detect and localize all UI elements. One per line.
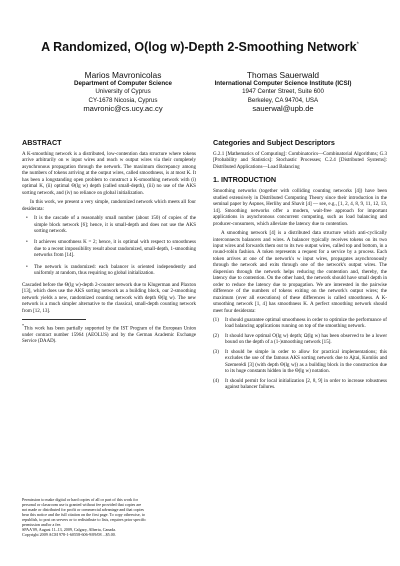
author-name: Marios Mavronicolas [84,70,162,80]
abstract-bullet-list [22,215,196,277]
requirement-item: (1) It should guarantee optimal smoothness in order to optimize the performance of load balancing applications running on top of the smoothing network. [213,316,387,330]
footnote: *This work has been partially supported by the IST Program of the European Union under contract number 15964 (AEOLUS) and by the German Academic Exchange Service (DAAD). [22,322,196,344]
requirement-item: (2) It should have optimal O(lg w) depth; Ω(lg w) has been observed to be a lower bound on the depth of a (1-)smoothing network [15]. [213,332,387,346]
bullet-item: • It is the cascade of a reasonably small number (about 150) of copies of the simple block network [6]; hence, it is small-depth and does not use the AKS sorting network. [26,215,196,234]
requirement-item: (4) It should permit for local initialization [2, 8, 9] in order to increase robustness against balancer failures. [213,377,387,391]
bullet-icon: • [26,239,28,246]
requirement-item: (3) It should be simple in order to allow for practical implementations; this excludes the use of the famous AKS sorting network due to Ajtai, Komlós and Szemerédi [3] (with depth Θ(lg w)) as a building block in the construction due to its huge constants hidden in the Θ(lg w) notation. [213,348,387,375]
author-affiliation: International Computer Science Institute (ICSI) [214,79,352,87]
categories-text: G.2.1 [Mathematics of Computing]: Combinatorics—Combinatorial Algorithms; G.3 [Probability and Statistics]: Stochastic Processes; C.2.4 [Distributed Systems]: Distributed Applications—Load Balancing [213,151,387,170]
intro-paragraph: A smoothing network [4] is a distributed data structure which anti-cyclically interconnects balancers and wires. A balancer typically receives tokens on its two input wires and forwards them out to its two output wires, called top and bottom, in a round-robin fashion. A token represents a request for a service by a process. Each token arrives at one of the network's w input wires, propagates asynchronously through the network and exits through one of the network's output wires. The dispersion through the network helps reducing the contention and, thereby, the latency due to contention. On the other hand, the network should have small depth in order to reduce the latency due to propagation. We are interested in the pairwise difference of the numbers of tokens exiting on the network's output wires; the maximum (over all executions) of these differences is called smoothness. A K-smoothing network [1, 4] has smoothness K. A perfect smoothing network should meet four desiderata: [213,230,387,314]
abstract-paragraph: Cascaded before the Θ(lg w)-depth 2-counter network due to Klugerman and Plaxton [13], which does use the AKS sorting network as a building block, our 2-smoothing network yields a new, randomized counting network with depth Θ(lg w). The new network is a much simpler alternative to the classical, small-depth counting network from [12, 13]. [22,281,196,314]
author-name: Thomas Sauerwald [246,70,320,80]
right-column [213,139,387,394]
bullet-icon: • [26,215,28,222]
bullet-icon: • [26,263,28,270]
author-affiliation: CY-1678 Nicosia, Cyprus [88,96,158,104]
author-block-2 [198,71,368,114]
bullet-item: • It achieves smoothness K = 2; hence, it is optimal with respect to smoothness due to a recent impossibility result about randomized, small-depth, 1-smoothing networks from [14]. [26,239,196,259]
categories-heading: Categories and Subject Descriptors [213,138,335,147]
author-affiliation: 1947 Center Street, Suite 600 [242,88,324,96]
abstract-paragraph: A K-smoothing network is a distributed, low-contention data structure where tokens arrive arbitrarily on w input wires and reach w output wires via their completely asynchronous propagation through the network. The maximum discrepancy among the numbers of tokens arriving at the output wires, called smoothness, is at most K. It has been a longstanding open problem to construct a K-smoothing network with (i) optimal K, (ii) optimal Θ(lg w) depth (called small-depth), (iii) no use of the AKS sorting network, and (iv) no reliance on global initialization. [22,151,196,196]
author-email[interactable]: mavronic@cs.ucy.ac.cy [83,104,163,114]
author-block-1 [38,71,208,114]
permission-notice: Permission to make digital or hard copies of all or part of this work for personal or classroom use is granted without fee provided that copies are not made or distributed for profit or commercial advantage and that copies bear this notice and the full citation on the first page. To copy otherwise, to republish, to post on servers or to redistribute to lists, requires prior specific permission and/or a fee. SPAA'09, August 11–13, 2009, Calgary, Alberta, Canada. Copyright 2009 ACM 978-1-60558-606-9/09/08 ...$5.00. [22,497,147,537]
paper-title: A Randomized, O(log w)-Depth 2-Smoothing Network* [41,40,359,54]
left-column [22,139,196,345]
author-email[interactable]: sauerwal@upb.de [252,104,314,114]
abstract-paragraph: In this work, we present a very simple, randomized network which meets all four desiderata: [22,199,196,212]
requirements-list [213,317,387,391]
introduction-heading: 1. INTRODUCTION [213,175,277,185]
abstract-heading: ABSTRACT [22,138,62,147]
author-affiliation: Berkeley, CA 94704, USA [247,96,319,104]
author-affiliation: University of Cyprus [95,88,151,96]
footnote-divider [22,319,86,320]
intro-paragraph: Smoothing networks (together with colliding counting networks [4]) have been studied extensively in Distributed Computing Theory since their introduction in the seminal paper by Aspnes, Herlihy and Shavit [4] — see, e.g., [1, 2, 4, 8, 9, 11, 12, 13, 14]. Smoothing networks offer a modern, wait-free approach for important applications in asynchronous concurrent computing, such as load balancing and producer-consumers, which alleviate the latency due to contention. [213,188,387,227]
author-affiliation: Department of Computer Science [74,79,172,87]
title-footnote-mark: * [356,41,359,48]
bullet-item: • The network is randomized: each balancer is oriented independently and uniformly at random, thus requiring no global initialization. [26,263,196,277]
